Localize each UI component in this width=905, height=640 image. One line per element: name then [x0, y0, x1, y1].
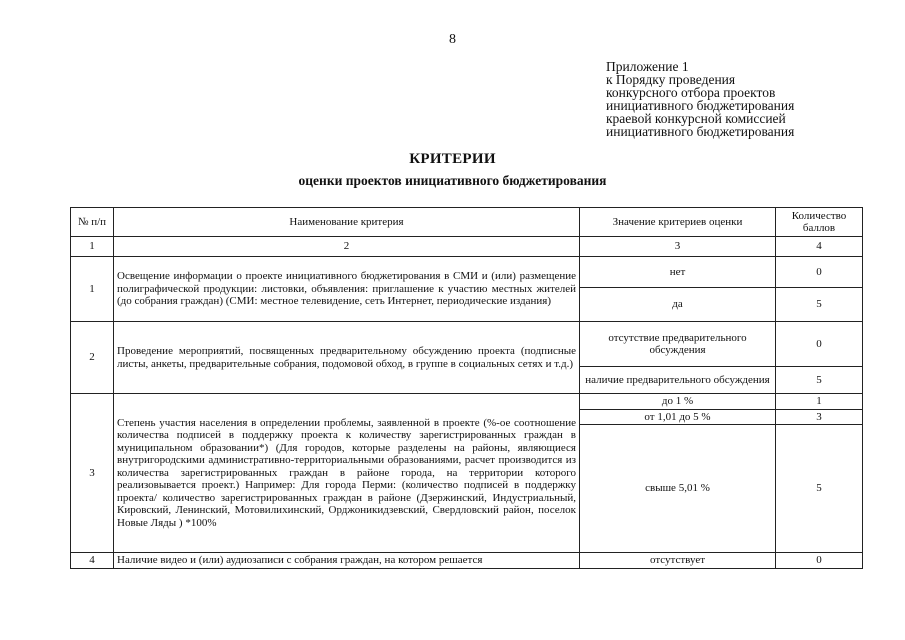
- criterion-value: свыше 5,01 %: [580, 425, 776, 553]
- appendix-line: к Порядку проведения: [606, 72, 736, 87]
- criterion-score: 3: [776, 409, 863, 425]
- table-row: [71, 257, 863, 288]
- row-num: 2: [71, 322, 114, 394]
- criterion-value: наличие предварительного обсуждения: [580, 367, 776, 394]
- criterion-value: нет: [580, 257, 776, 288]
- criterion-score: 0: [776, 257, 863, 288]
- document-subtitle: оценки проектов инициативного бюджетирования: [298, 173, 607, 188]
- criterion-name: Наличие видео и (или) аудиозаписи с собрания граждан, на котором решается: [114, 553, 580, 569]
- table-row: [71, 322, 863, 367]
- table-row: [71, 394, 863, 410]
- table-header-row: [71, 208, 863, 237]
- criterion-score: 1: [776, 394, 863, 410]
- column-number-row: [71, 237, 863, 257]
- table-row: [71, 553, 863, 569]
- header-score: Количество баллов: [776, 208, 863, 237]
- column-number: 2: [114, 237, 580, 257]
- criterion-score: 5: [776, 367, 863, 394]
- criterion-score: 0: [776, 553, 863, 569]
- criterion-score: 0: [776, 322, 863, 367]
- criterion-name: Освещение информации о проекте инициативного бюджетирования в СМИ и (или) размещение полиграфической продукции: листовки, объявления: приглашение к участию местных жителей (до собрания граждан) (СМИ: местное телевидение, сеть Интернет, периодические издания): [114, 257, 580, 322]
- criterion-score: 5: [776, 288, 863, 322]
- criterion-name: Степень участия населения в определении проблемы, заявленной в проекте (%-ое соотношение количества подписей в поддержку проекта к количеству зарегистрированных граждан в муниципальном образовании*) (Для городов, которые разделены на районы, являющиеся внутригородскими административно-территориальными образованиями, расчет производится из количества зарегистрированных граждан в районе города, на территории которого реализовывается проект.) Например: Для города Перми: (количество подписей в поддержку проекта/ количество зарегистрированных граждан в районе (Дзержинский, Индустриальный, Кировский, Ленинский, Мотовилихинский, Орджоникидзевский, Свердловский район, поселок Новые Ляды ) *100%: [114, 394, 580, 553]
- criterion-score: 5: [776, 425, 863, 553]
- header-num: № п/п: [71, 208, 114, 237]
- header-value: Значение критериев оценки: [580, 208, 776, 237]
- column-number: 3: [580, 237, 776, 257]
- header-name: Наименование критерия: [114, 208, 580, 237]
- criterion-value: отсутствие предварительного обсуждения: [580, 322, 776, 367]
- appendix-line: инициативного бюджетирования: [606, 124, 795, 139]
- column-number: 4: [776, 237, 863, 257]
- criterion-value: отсутствует: [580, 553, 776, 569]
- criteria-table: [70, 207, 863, 569]
- document-title: КРИТЕРИИ: [409, 151, 496, 167]
- appendix-line: краевой конкурсной комиссией: [606, 111, 786, 126]
- appendix-line: конкурсного отбора проектов: [606, 85, 776, 100]
- page-number: 8: [449, 32, 456, 47]
- criterion-name: Проведение мероприятий, посвященных предварительному обсуждению проекта (подписные листы, анкеты, предварительные собрания, подомовой обход, в группе в социальных сетях и т.д.): [114, 322, 580, 394]
- criterion-value: от 1,01 до 5 %: [580, 409, 776, 425]
- appendix-block: [606, 60, 794, 138]
- criterion-value: до 1 %: [580, 394, 776, 410]
- row-num: 1: [71, 257, 114, 322]
- column-number: 1: [71, 237, 114, 257]
- page-bottom-margin: [0, 569, 905, 640]
- criterion-value: да: [580, 288, 776, 322]
- row-num: 4: [71, 553, 114, 569]
- appendix-line: инициативного бюджетирования: [606, 98, 795, 113]
- row-num: 3: [71, 394, 114, 553]
- appendix-line: Приложение 1: [606, 59, 689, 74]
